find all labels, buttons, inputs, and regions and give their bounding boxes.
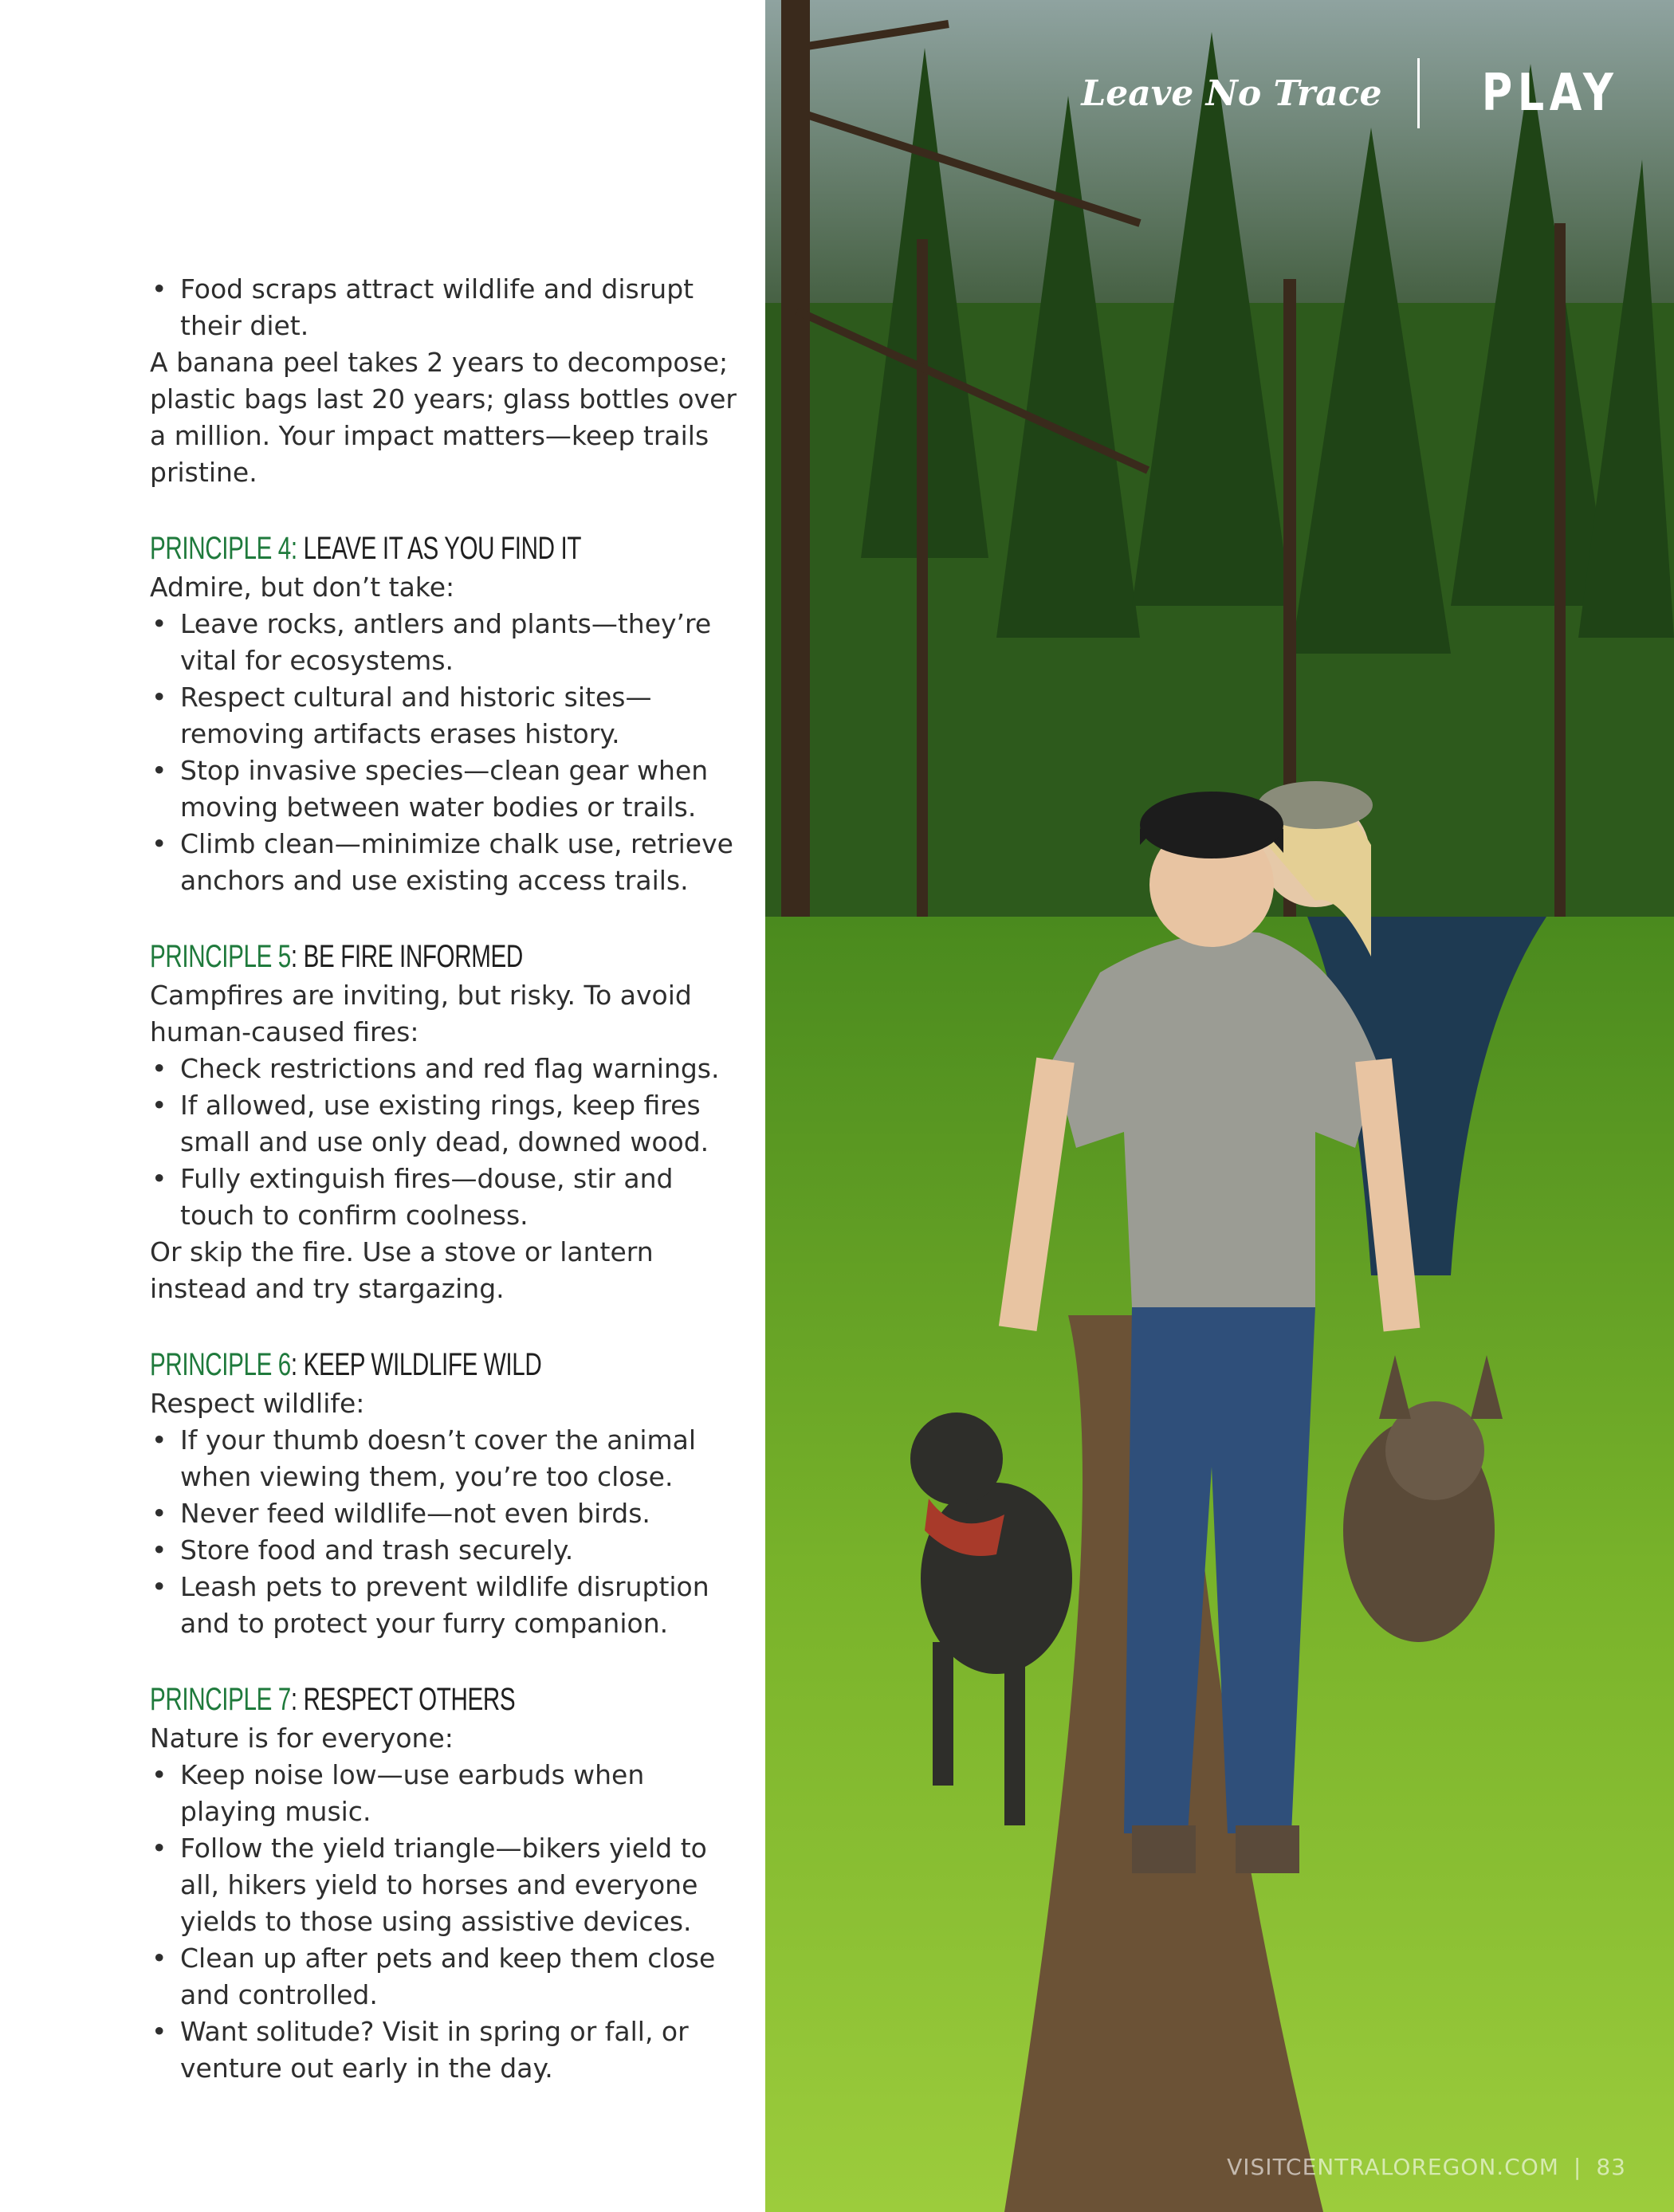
list-item: • Stop invasive species—clean gear when moving between water bodies or trails.: [150, 752, 740, 826]
list-item: • Respect cultural and historic sites—removing artifacts erases history.: [150, 679, 740, 752]
principle-7-section: [150, 1679, 740, 2087]
section-title: PLAY: [1481, 64, 1618, 123]
principle-4-bullet-list: [150, 606, 740, 899]
intro-bullet-list: [150, 271, 740, 344]
list-item: • Check restrictions and red flag warnings.: [150, 1051, 740, 1087]
principle-5-heading: [150, 936, 587, 977]
principle-4-lead: Admire, but don’t take:: [150, 572, 455, 603]
principle-5-label: PRINCIPLE 5: [150, 939, 291, 974]
principle-5-lead: Campfires are inviting, but risky. To avoid human-caused fires:: [150, 980, 692, 1047]
principle-6-title: : KEEP WILDLIFE WILD: [290, 1347, 542, 1382]
principle-7-label: PRINCIPLE 7: [150, 1682, 291, 1717]
principle-6-section: [150, 1344, 740, 1642]
header-divider: [1417, 58, 1420, 128]
intro-bullet: • Food scraps attract wildlife and disrupt their diet.: [150, 271, 740, 344]
list-item: • Leash pets to prevent wildlife disruption and to protect your furry companion.: [150, 1569, 740, 1642]
intro-paragraph: A banana peel takes 2 years to decompose; plastic bags last 20 years; glass bottles over a million. Your impact matters—keep trails pristine.: [150, 347, 737, 488]
principle-4-heading: [150, 528, 587, 569]
principle-5-section: [150, 936, 740, 1307]
list-item: • Never feed wildlife—not even birds.: [150, 1495, 740, 1532]
principle-5-title: : BE FIRE INFORMED: [290, 939, 523, 974]
principle-7-bullet-list: [150, 1757, 740, 2087]
principle-5-bullet-list: [150, 1051, 740, 1234]
list-item: • Climb clean—minimize chalk use, retrieve anchors and use existing access trails.: [150, 826, 740, 899]
principle-6-heading: [150, 1344, 587, 1385]
principle-7-heading: [150, 1679, 587, 1720]
list-item: • If allowed, use existing rings, keep fires small and use only dead, downed wood.: [150, 1087, 740, 1161]
principle-6-label: PRINCIPLE 6: [150, 1347, 291, 1382]
list-item: • Follow the yield triangle—bikers yield to all, hikers yield to horses and everyone yields to those using assistive devices.: [150, 1830, 740, 1940]
forest-trail-illustration: [765, 0, 1674, 2212]
principle-6-bullet-list: [150, 1422, 740, 1642]
principle-4-section: [150, 528, 740, 899]
list-item: • Store food and trash securely.: [150, 1532, 740, 1569]
page-footer: [1227, 2154, 1626, 2180]
list-item: • Keep noise low—use earbuds when playing music.: [150, 1757, 740, 1830]
principle-5-closing: Or skip the fire. Use a stove or lantern instead and try stargazing.: [150, 1236, 654, 1304]
list-item: • Fully extinguish fires—douse, stir and touch to confirm coolness.: [150, 1161, 740, 1234]
footer-website: VISITCENTRALOREGON.COM: [1227, 2154, 1559, 2180]
list-item: • Clean up after pets and keep them close and controlled.: [150, 1940, 740, 2014]
list-item: • Leave rocks, antlers and plants—they’re vital for ecosystems.: [150, 606, 740, 679]
page-header: [1081, 57, 1618, 129]
page-number: 83: [1596, 2154, 1626, 2180]
principle-7-lead: Nature is for everyone:: [150, 1723, 454, 1754]
hikers-with-dogs-photo: [765, 0, 1674, 2212]
footer-separator: |: [1573, 2154, 1582, 2180]
brand-wordmark: Leave No Trace: [1081, 73, 1382, 114]
principle-6-lead: Respect wildlife:: [150, 1388, 365, 1419]
list-item: • Want solitude? Visit in spring or fall, or venture out early in the day.: [150, 2014, 740, 2087]
principle-7-title: : RESPECT OTHERS: [290, 1682, 516, 1717]
article-text-column: [150, 271, 740, 2087]
list-item: • If your thumb doesn’t cover the animal when viewing them, you’re too close.: [150, 1422, 740, 1495]
principle-4-label: PRINCIPLE 4:: [150, 531, 297, 566]
principle-4-title: LEAVE IT AS YOU FIND IT: [297, 531, 582, 566]
